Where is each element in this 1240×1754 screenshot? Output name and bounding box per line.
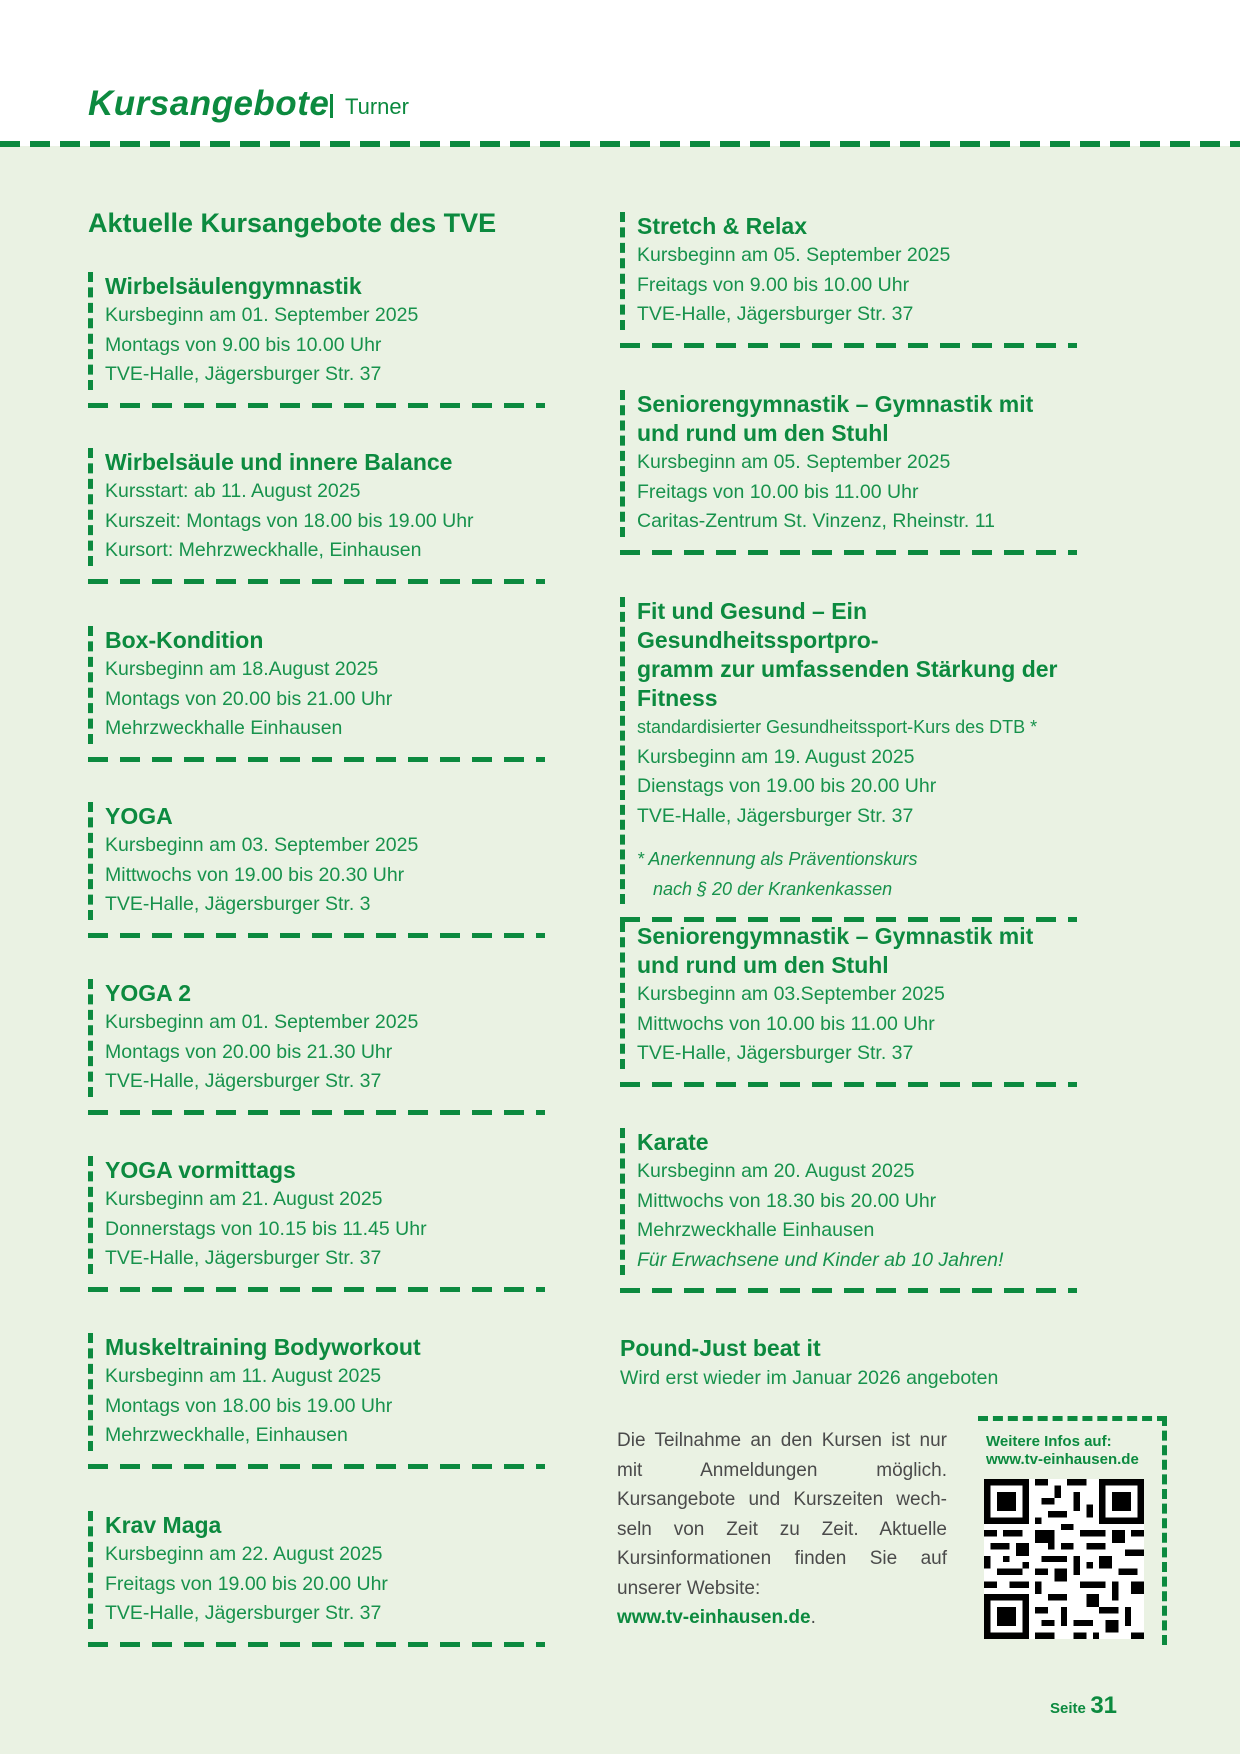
course-location: TVE-Halle, Jägersburger Str. 37 <box>105 363 382 385</box>
course-card <box>88 448 557 566</box>
course-start: Kursbeginn am 19. August 2025 <box>637 745 915 768</box>
course-note: * Anerkennung als Präventionskurs <box>637 849 918 869</box>
course-start: Kursbeginn am 03.September 2025 <box>637 983 945 1005</box>
course-title: YOGA 2 <box>105 980 192 1006</box>
pound-title: Pound-Just beat it <box>620 1335 821 1361</box>
course-time: Montags von 20.00 bis 21.30 Uhr <box>105 1040 393 1063</box>
course-start: Kursbeginn am 05. September 2025 <box>637 451 951 473</box>
course-start: Kursbeginn am 18.August 2025 <box>105 658 379 680</box>
divider <box>88 1642 545 1647</box>
course-card <box>88 626 557 744</box>
page-label: Seite <box>1050 1700 1086 1717</box>
divider <box>620 1082 1077 1087</box>
course-note: Für Erwachsene und Kinder ab 10 Jahren! <box>637 1248 1004 1271</box>
course-start: Kursbeginn am 11. August 2025 <box>105 1365 382 1387</box>
page-number-value: 31 <box>1090 1692 1118 1719</box>
info-paragraph: Die Teilnahme an den Kursen ist nur mit Anmeldungen möglich. Kursangebote und Kurszeiten wech-seln von Zeit zu Zeit. Aktuelle Kursinformationen finden Sie auf unserer Website: <box>617 1430 947 1599</box>
course-time: Kurszeit: Montags von 18.00 bis 19.00 Uhr <box>105 509 474 532</box>
course-time: Montags von 18.00 bis 19.00 Uhr <box>105 1394 393 1417</box>
course-card <box>88 1511 557 1629</box>
course-card <box>620 390 1089 537</box>
course-time: Mittwochs von 18.30 bis 20.00 Uhr <box>637 1189 937 1212</box>
course-note: nach § 20 der Krankenkassen <box>653 878 893 899</box>
course-location: TVE-Halle, Jägersburger Str. 37 <box>637 1042 914 1064</box>
course-time: Montags von 9.00 bis 10.00 Uhr <box>105 333 382 356</box>
divider <box>620 343 1077 348</box>
course-time: Freitags von 10.00 bis 11.00 Uhr <box>637 480 919 503</box>
course-location: Caritas-Zentrum St. Vinzenz, Rheinstr. 11 <box>637 510 996 532</box>
divider <box>88 1464 545 1469</box>
course-location: TVE-Halle, Jägersburger Str. 37 <box>637 303 914 325</box>
course-title-line2: und rund um den Stuhl <box>637 420 889 446</box>
course-location: TVE-Halle, Jägersburger Str. 37 <box>105 1070 382 1092</box>
course-time: Mittwochs von 19.00 bis 20.30 Uhr <box>105 863 405 886</box>
course-location: TVE-Halle, Jägersburger Str. 37 <box>105 1602 382 1624</box>
course-location: Mehrzweckhalle Einhausen <box>105 717 343 739</box>
course-start: Kursbeginn am 05. September 2025 <box>637 244 951 266</box>
course-subline: standardisierter Gesundheitssport-Kurs des DTB * <box>637 717 1038 737</box>
page-subtitle <box>330 94 409 120</box>
divider <box>88 757 545 762</box>
divider <box>88 579 545 584</box>
qr-label <box>986 1433 1142 1469</box>
page-number <box>1050 1692 1117 1720</box>
course-title: Wirbelsäulengymnastik <box>105 273 362 299</box>
course-title: Seniorengymnastik – Gymnastik mit <box>637 391 1034 417</box>
pound-note: Wird erst wieder im Januar 2026 angeboten <box>620 1367 999 1389</box>
divider <box>620 1288 1077 1293</box>
course-location: Mehrzweckhalle Einhausen <box>637 1219 875 1241</box>
course-card <box>88 979 557 1097</box>
page-subtitle-text: Turner <box>345 94 409 119</box>
course-location: TVE-Halle, Jägersburger Str. 37 <box>637 804 914 827</box>
course-time: Dienstags von 19.00 bis 20.00 Uhr <box>637 775 937 797</box>
course-title-line2: und rund um den Stuhl <box>637 952 889 978</box>
divider <box>88 403 545 408</box>
qr-label-line1: Weitere Infos auf: <box>986 1433 1112 1450</box>
course-title: Muskeltraining Bodyworkout <box>105 1334 421 1360</box>
course-title-line2: gramm zur umfassenden Stärkung der Fitness <box>637 656 1058 711</box>
course-card <box>88 272 557 390</box>
course-title: Wirbelsäule und innere Balance <box>105 449 453 475</box>
divider <box>88 933 545 938</box>
course-start: Kursbeginn am 03. September 2025 <box>105 834 419 856</box>
course-start: Kursbeginn am 21. August 2025 <box>105 1188 383 1210</box>
course-card <box>88 1333 557 1451</box>
course-location: Kursort: Mehrzweckhalle, Einhausen <box>105 539 422 561</box>
course-time: Mittwochs von 10.00 bis 11.00 Uhr <box>637 1012 935 1035</box>
info-text <box>617 1426 947 1633</box>
course-title: Seniorengymnastik – Gymnastik mit <box>637 923 1034 949</box>
divider <box>88 1110 545 1115</box>
course-start: Kursbeginn am 22. August 2025 <box>105 1543 383 1565</box>
course-location: TVE-Halle, Jägersburger Str. 37 <box>105 1247 382 1269</box>
qr-code-icon[interactable] <box>984 1479 1144 1639</box>
page-title: Kursangebote <box>88 84 330 123</box>
header-bar <box>0 0 1240 146</box>
qr-label-url: www.tv-einhausen.de <box>986 1451 1139 1468</box>
info-period: . <box>810 1607 816 1628</box>
course-title: Stretch & Relax <box>637 213 808 239</box>
title-separator <box>330 94 333 118</box>
course-title: Fit und Gesund – Ein Gesundheitssportpro- <box>637 598 879 653</box>
course-card <box>88 1156 557 1274</box>
course-card <box>620 212 1089 330</box>
course-location: Mehrzweckhalle, Einhausen <box>105 1424 348 1446</box>
divider <box>620 550 1077 555</box>
course-location: TVE-Halle, Jägersburger Str. 3 <box>105 893 371 915</box>
website-link[interactable]: www.tv-einhausen.de <box>617 1607 811 1628</box>
course-card <box>620 597 1089 904</box>
course-time: Freitags von 19.00 bis 20.00 Uhr <box>105 1572 388 1595</box>
course-title: Box-Kondition <box>105 627 264 653</box>
course-card <box>88 802 557 920</box>
course-title: YOGA <box>105 803 173 829</box>
section-title: Aktuelle Kursangebote des TVE <box>88 208 497 238</box>
header-divider <box>0 141 1240 147</box>
course-time: Montags von 20.00 bis 21.00 Uhr <box>105 687 393 710</box>
course-time: Donnerstags von 10.15 bis 11.45 Uhr <box>105 1217 427 1240</box>
course-card <box>620 922 1089 1069</box>
course-title: Karate <box>637 1129 709 1155</box>
course-start: Kursbeginn am 01. September 2025 <box>105 304 419 326</box>
course-start: Kursbeginn am 01. September 2025 <box>105 1011 419 1033</box>
course-title: Krav Maga <box>105 1512 222 1538</box>
course-start: Kursbeginn am 20. August 2025 <box>637 1160 915 1182</box>
divider <box>88 1287 545 1292</box>
course-card <box>620 1128 1089 1275</box>
course-time: Freitags von 9.00 bis 10.00 Uhr <box>637 273 910 296</box>
course-title: YOGA vormittags <box>105 1157 296 1183</box>
pound-course <box>620 1333 1080 1393</box>
course-start: Kursstart: ab 11. August 2025 <box>105 480 361 502</box>
